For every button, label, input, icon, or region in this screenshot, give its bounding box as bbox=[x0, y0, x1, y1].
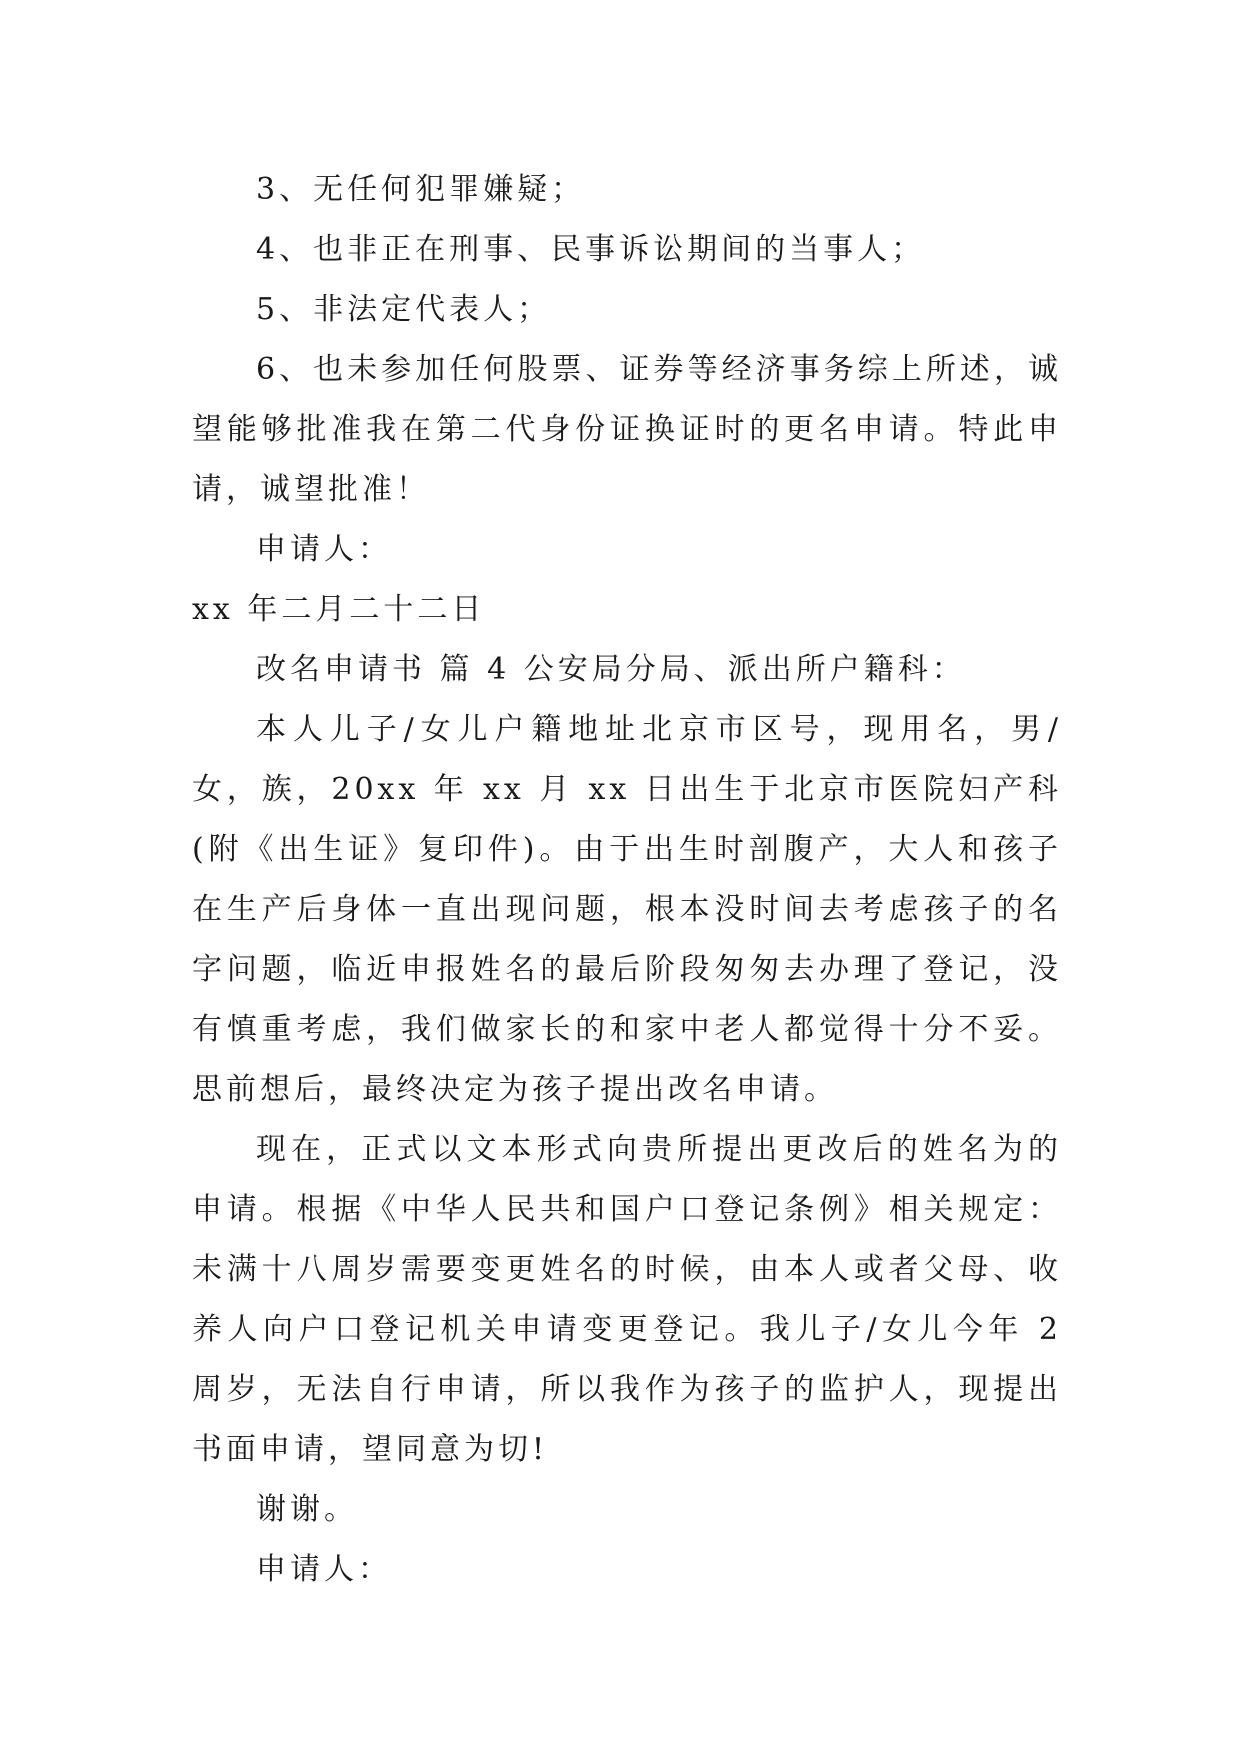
body-paragraph-request: 现在，正式以文本形式向贵所提出更改后的姓名为的申请。根据《中华人民共和国户口登记条例》相关规定：未满十八周岁需要变更姓名的时候，由本人或者父母、收养人向户口登记机关申请变更登记。我儿子/女儿今年 2 周岁，无法自行申请，所以我作为孩子的监护人，现提出书面申请，望同意为切! bbox=[192, 1132, 1062, 1467]
thanks-line: 谢谢。 bbox=[256, 1492, 358, 1527]
applicant-label: 申请人： bbox=[256, 532, 392, 567]
section-heading: 改名申请书 篇 4 公安局分局、派出所户籍科： bbox=[256, 652, 966, 687]
clause-3: 3、无任何犯罪嫌疑； bbox=[256, 172, 586, 207]
body-paragraph-background: 本人儿子/女儿户籍地址北京市区号，现用名，男/女，族，20xx 年 xx 月 xx 日出生于北京市医院妇产科(附《出生证》复印件)。由于出生时剖腹产，大人和孩子在生产后身体一直出现问题，根本没时间去考虑孩子的名字问题，临近申报姓名的最后阶段匆匆去办理了登记，没有慎重考虑，我们做家长的和家中老人都觉得十分不妥。思前想后，最终决定为孩子提出改名申请。 bbox=[192, 712, 1062, 1107]
clause-5: 5、非法定代表人； bbox=[256, 292, 552, 327]
document-body bbox=[192, 160, 1062, 1600]
clause-4: 4、也非正在刑事、民事诉讼期间的当事人； bbox=[256, 232, 926, 267]
date-line: xx 年二月二十二日 bbox=[192, 592, 486, 627]
clause-6-conclusion: 6、也未参加任何股票、证券等经济事务综上所述，诚望能够批准我在第二代身份证换证时的更名申请。特此申请，诚望批准！ bbox=[192, 352, 1062, 507]
applicant-label-2: 申请人： bbox=[256, 1552, 392, 1587]
